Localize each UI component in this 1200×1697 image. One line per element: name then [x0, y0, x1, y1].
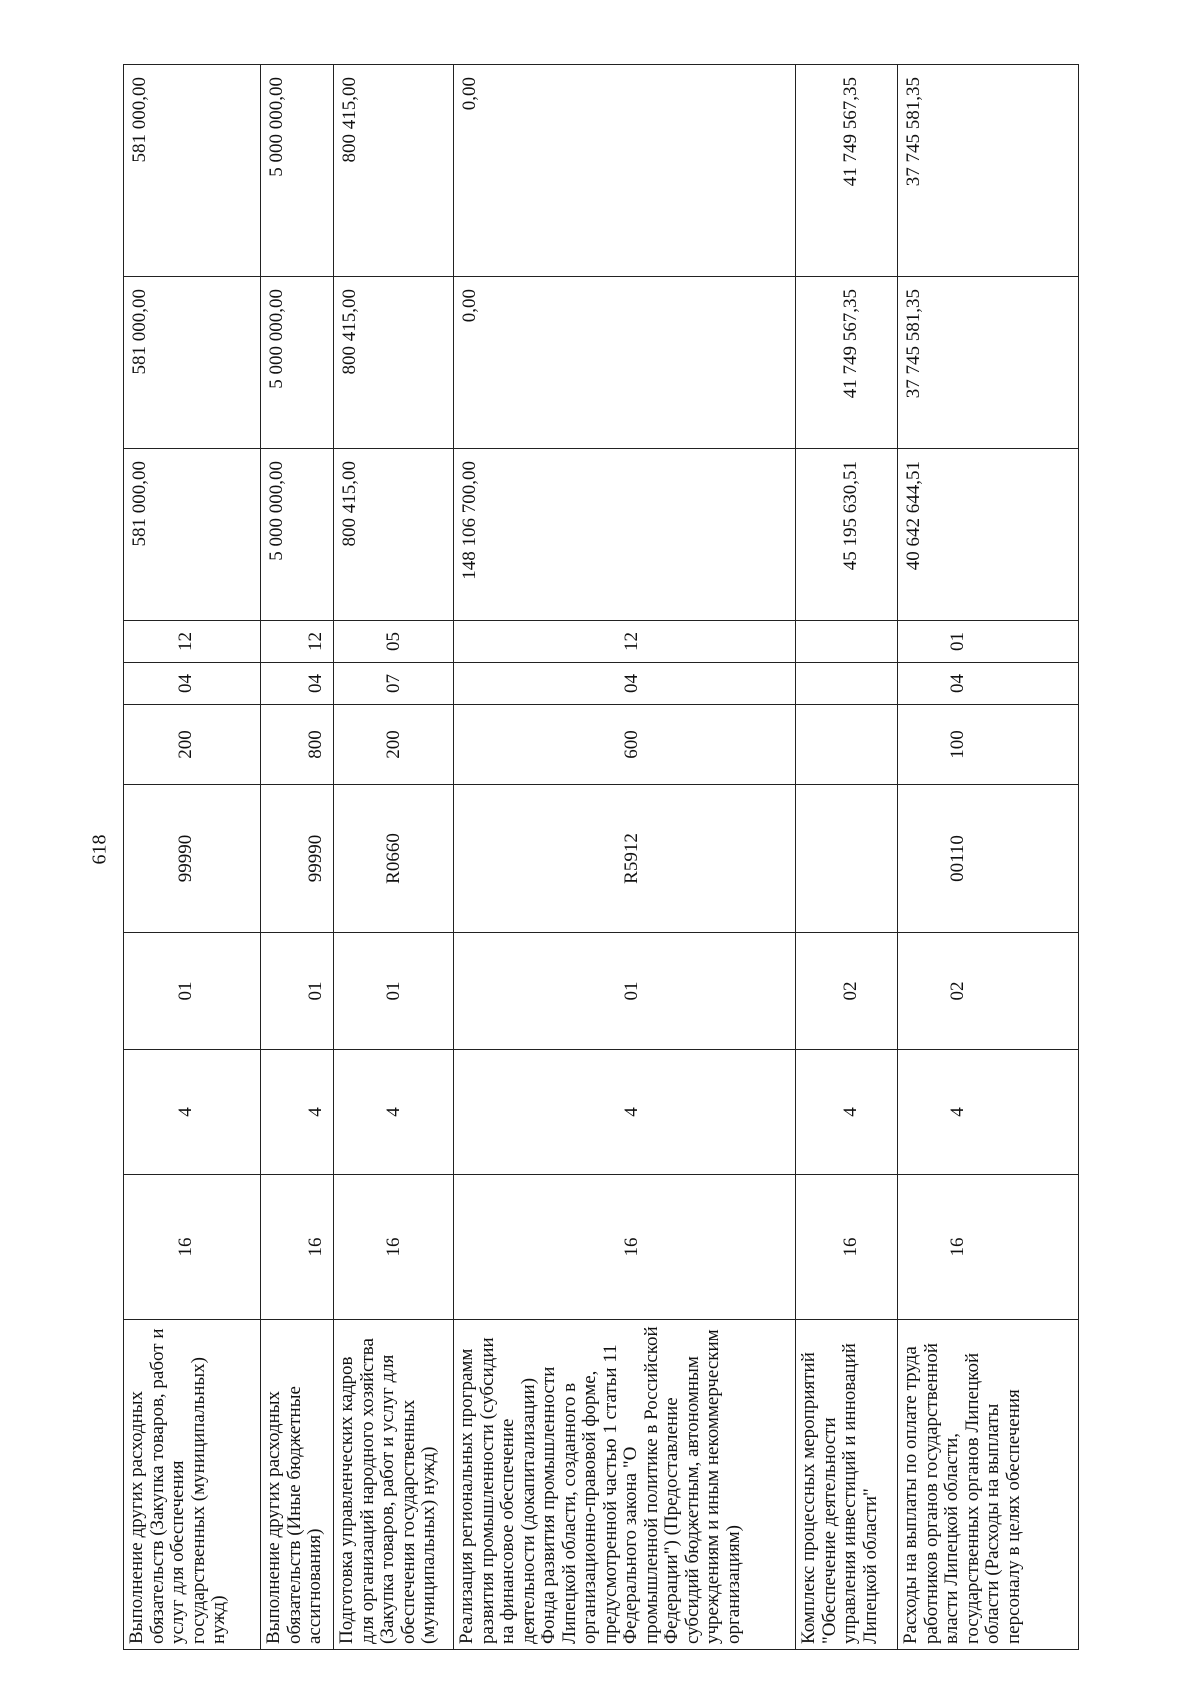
amount-2: 5 000 000,00: [261, 277, 334, 449]
amount-2: 0,00: [454, 277, 796, 449]
ministry-code: 16: [796, 1175, 898, 1320]
amount-3: 800 415,00: [334, 65, 454, 277]
program-code: 4: [334, 1050, 454, 1175]
row-name: Выполнение других расходных обязательств (Закупка товаров, работ и услуг для обеспечения государственных (муниципальных) нужд): [124, 1320, 261, 1650]
amount-1: 148 106 700,00: [454, 449, 796, 621]
subprogram-code: 01: [454, 933, 796, 1050]
subprogram-code: 02: [796, 933, 898, 1050]
expense-type-code: 200: [334, 705, 454, 785]
program-code: 4: [796, 1050, 898, 1175]
subprogram-code: 02: [898, 933, 1079, 1050]
amount-1: 581 000,00: [124, 449, 261, 621]
row-name: Реализация региональных программ развития промышленности (субсидии на финансовое обеспечение деятельности (докапитализации) Фонда развития промышленности Липецкой области, созданного в организационно-правовой форме, предусмотренной частью 1 статьи 11 Федерального закона "О промышленной политике в Российской Федерации") (Предоставление субсидий бюджетным, автономным учреждениям и иным некоммерческим организациям): [454, 1320, 796, 1650]
subprogram-code: 01: [124, 933, 261, 1050]
amount-3: 0,00: [454, 65, 796, 277]
table-row: [261, 65, 334, 1650]
row-name: Комплекс процессных мероприятий "Обеспечение деятельности управления инвестиций и инноваций Липецкой области": [796, 1320, 898, 1650]
ministry-code: 16: [454, 1175, 796, 1320]
expense-type-code: 200: [124, 705, 261, 785]
amount-1: 800 415,00: [334, 449, 454, 621]
subsection-code: [796, 621, 898, 663]
program-code: 4: [124, 1050, 261, 1175]
direction-code: R5912: [454, 785, 796, 933]
subsection-code: 01: [898, 621, 1079, 663]
program-code: 4: [898, 1050, 1079, 1175]
row-name: Расходы на выплаты по оплате труда работников органов государственной власти Липецкой области, государственных органов Липецкой области (Расходы на выплаты персоналу в целях обеспечения: [898, 1320, 1079, 1650]
subprogram-code: 01: [261, 933, 334, 1050]
ministry-code: 16: [898, 1175, 1079, 1320]
amount-3: 37 745 581,35: [898, 65, 1079, 277]
expense-type-code: 800: [261, 705, 334, 785]
subsection-code: 12: [124, 621, 261, 663]
section-code: [796, 663, 898, 705]
table-row: [898, 65, 1079, 1650]
table-row: [334, 65, 454, 1650]
table-row: [124, 65, 261, 1650]
amount-3: 5 000 000,00: [261, 65, 334, 277]
section-code: 04: [124, 663, 261, 705]
ministry-code: 16: [334, 1175, 454, 1320]
direction-code: 99990: [261, 785, 334, 933]
program-code: 4: [261, 1050, 334, 1175]
amount-2: 37 745 581,35: [898, 277, 1079, 449]
table-row: [454, 65, 796, 1650]
amount-2: 800 415,00: [334, 277, 454, 449]
ministry-code: 16: [124, 1175, 261, 1320]
amount-1: 5 000 000,00: [261, 449, 334, 621]
amount-3: 581 000,00: [124, 65, 261, 277]
expense-type-code: 600: [454, 705, 796, 785]
row-name: Подготовка управленческих кадров для организаций народного хозяйства (Закупка товаров, работ и услуг для обеспечения государственных (муниципальных) нужд): [334, 1320, 454, 1650]
direction-code: 99990: [124, 785, 261, 933]
section-code: 04: [261, 663, 334, 705]
subsection-code: 05: [334, 621, 454, 663]
direction-code: [796, 785, 898, 933]
amount-2: 581 000,00: [124, 277, 261, 449]
amount-1: 40 642 644,51: [898, 449, 1079, 621]
subsection-code: 12: [261, 621, 334, 663]
section-code: 04: [898, 663, 1079, 705]
table-row: [796, 65, 898, 1650]
expense-type-code: 100: [898, 705, 1079, 785]
section-code: 07: [334, 663, 454, 705]
section-code: 04: [454, 663, 796, 705]
budget-table: [123, 64, 1079, 1650]
amount-3: 41 749 567,35: [796, 65, 898, 277]
subsection-code: 12: [454, 621, 796, 663]
program-code: 4: [454, 1050, 796, 1175]
amount-1: 45 195 630,51: [796, 449, 898, 621]
page-number: 618: [88, 834, 111, 865]
direction-code: 00110: [898, 785, 1079, 933]
direction-code: R0660: [334, 785, 454, 933]
amount-2: 41 749 567,35: [796, 277, 898, 449]
expense-type-code: [796, 705, 898, 785]
subprogram-code: 01: [334, 933, 454, 1050]
rotated-table-container: [123, 65, 1078, 1650]
row-name: Выполнение других расходных обязательств (Иные бюджетные ассигнования): [261, 1320, 334, 1650]
ministry-code: 16: [261, 1175, 334, 1320]
